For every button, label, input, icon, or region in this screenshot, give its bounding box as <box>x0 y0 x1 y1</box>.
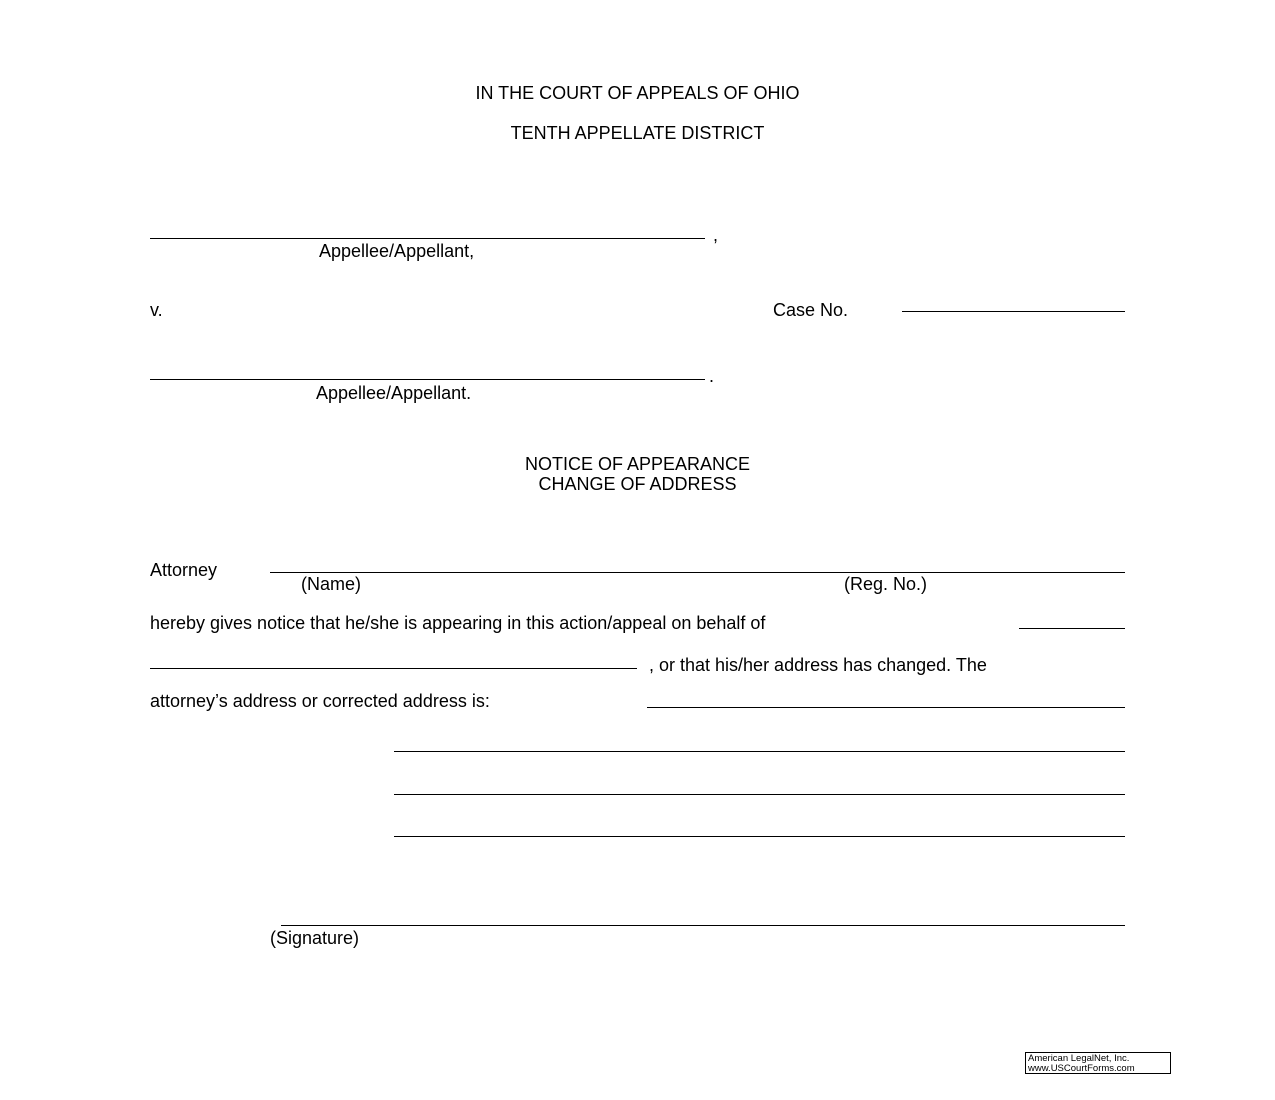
reg-no-caption: (Reg. No.) <box>844 574 928 594</box>
party1-label: Appellee/Appellant, <box>319 241 475 261</box>
district-title: TENTH APPELLATE DISTRICT <box>510 123 765 143</box>
case-no-label: Case No. <box>773 300 849 320</box>
behalf-of-line-2[interactable] <box>150 668 637 669</box>
address-label: attorney’s address or corrected address is: <box>150 691 490 711</box>
behalf-of-line[interactable] <box>1019 628 1125 629</box>
legalnet-stamp <box>1025 1052 1171 1074</box>
court-title: IN THE COURT OF APPEALS OF OHIO <box>475 83 800 103</box>
address-line-4[interactable] <box>394 836 1125 837</box>
party1-name-line[interactable] <box>150 238 705 239</box>
stamp-company: American LegalNet, Inc. <box>1028 1053 1130 1064</box>
name-caption: (Name) <box>301 574 362 594</box>
case-no-line[interactable] <box>902 311 1125 312</box>
stamp-website: www.USCourtForms.com <box>1028 1063 1135 1074</box>
versus-label: v. <box>150 300 163 320</box>
address-changed-text: , or that his/her address has changed. The <box>649 655 987 675</box>
change-title: CHANGE OF ADDRESS <box>538 474 737 494</box>
notice-title: NOTICE OF APPEARANCE <box>524 454 751 474</box>
signature-line[interactable] <box>281 925 1125 926</box>
signature-caption: (Signature) <box>270 928 360 948</box>
address-line-3[interactable] <box>394 794 1125 795</box>
address-line-1[interactable] <box>647 707 1125 708</box>
attorney-name-line[interactable] <box>270 572 1125 573</box>
attorney-label: Attorney <box>150 560 218 580</box>
party2-period: . <box>709 366 715 386</box>
address-line-2[interactable] <box>394 751 1125 752</box>
party2-name-line[interactable] <box>150 379 705 380</box>
notice-text: hereby gives notice that he/she is appearing in this action/appeal on behalf of <box>150 613 766 633</box>
party1-comma: , <box>713 225 719 245</box>
party2-label: Appellee/Appellant. <box>316 383 472 403</box>
